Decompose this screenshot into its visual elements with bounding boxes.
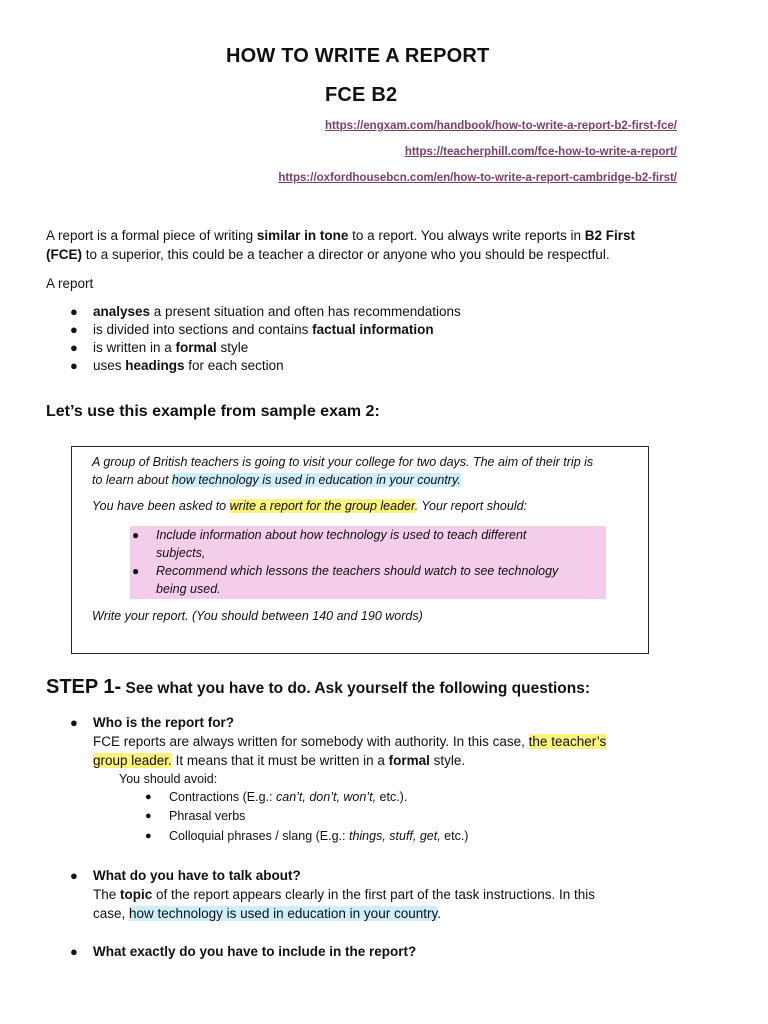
example-heading: Let’s use this example from sample exam 2: — [46, 403, 380, 420]
link-oxfordhouse[interactable]: https://oxfordhousebcn.com/en/how-to-write-a-report-cambridge-b2-first/ — [278, 172, 677, 184]
list-bold: analyses — [93, 304, 151, 319]
task-requirement-2 — [132, 563, 601, 598]
question-title: Who is the report for? — [93, 715, 234, 730]
answer-text: . — [437, 906, 441, 921]
report-features-list — [70, 303, 461, 375]
question-title: What exactly do you have to include in the report? — [93, 944, 417, 959]
answer-highlight: the teacher’s — [528, 734, 607, 749]
question-content — [70, 942, 713, 961]
answer-text: case, — [93, 906, 130, 921]
bullet-icon: ● — [70, 322, 78, 337]
intro-text: to a report — [348, 228, 414, 243]
avoid-text: etc.) — [440, 829, 469, 843]
bullet-icon: ● — [70, 358, 78, 373]
list-bold: factual information — [312, 322, 434, 337]
bullet-icon: ● — [145, 810, 152, 822]
answer-text: of the report appears clearly in the first part of the task instructions. In this — [152, 887, 595, 902]
list-item — [70, 339, 461, 357]
answer-bold: topic — [120, 887, 153, 902]
bullet-icon: ● — [145, 791, 152, 803]
bullet-icon: ● — [70, 304, 78, 319]
avoid-item-contractions — [145, 788, 408, 807]
question-audience — [70, 713, 713, 770]
link-teacherphill[interactable]: https://teacherphill.com/fce-how-to-write-a-report/ — [404, 146, 677, 158]
intro-bold: (FCE) — [46, 247, 82, 262]
task-text: Include information about how technology is used to teach different — [156, 528, 527, 542]
answer-text: FCE reports are always written for somebody with authority. In this case, — [93, 734, 529, 749]
link-engxam[interactable]: https://engxam.com/handbook/how-to-write-a-report-b2-first-fce/ — [324, 120, 677, 132]
avoid-example: things, stuff, get, — [348, 829, 441, 843]
list-text: a present situation and often has recommendations — [150, 304, 461, 319]
list-text: is written in a — [93, 340, 176, 355]
task-text: to learn about — [92, 472, 172, 487]
intro-text: . You always write reports in — [413, 228, 585, 243]
question-topic — [70, 866, 713, 923]
step1-heading — [46, 676, 590, 699]
intro-paragraph — [46, 226, 726, 264]
intro-text: to a superior, this could be a teacher a director or anyone who you should be respectful. — [82, 247, 610, 262]
bullet-icon: ● — [132, 564, 140, 578]
task-text: . Your report should: — [414, 499, 528, 513]
avoid-text: Contractions (E.g.: — [169, 790, 276, 804]
bullet-icon: ● — [145, 830, 152, 842]
question-title: What do you have to talk about? — [93, 868, 301, 883]
step1-text: See what you have to do. Ask yourself the following questions: — [121, 680, 591, 697]
list-bold: formal — [175, 340, 217, 355]
page-title: HOW TO WRITE A REPORT — [226, 45, 490, 67]
answer-text: It means that it must be written in a — [171, 753, 389, 768]
task-instruction — [92, 498, 642, 516]
bullet-icon: ● — [70, 868, 78, 883]
bullet-icon: ● — [132, 528, 140, 542]
list-item — [70, 321, 461, 339]
answer-bold: formal — [388, 753, 430, 768]
task-highlight-audience: write a report for the group leader — [229, 499, 415, 513]
step1-label: STEP 1- — [46, 676, 122, 698]
task-text: subjects, — [156, 545, 206, 560]
answer-highlight: group leader. — [93, 753, 172, 768]
task-text: Recommend which lessons the teachers should watch to see technology — [156, 564, 559, 578]
bullet-icon: ● — [70, 340, 78, 355]
list-text: style — [216, 340, 249, 355]
avoid-item-slang — [145, 827, 469, 846]
task-text: being used. — [156, 581, 221, 596]
bullet-icon: ● — [70, 944, 78, 959]
list-text: for each section — [184, 358, 284, 373]
intro-bold: B2 First — [584, 228, 636, 243]
task-intro — [92, 454, 642, 489]
list-item — [70, 357, 461, 375]
avoid-example: can’t, don’t, won’t, — [276, 790, 377, 804]
intro-bold: similar in tone — [256, 228, 349, 243]
intro-text: A report is a formal piece of writing — [46, 228, 257, 243]
avoid-text: etc.). — [376, 790, 408, 804]
answer-text: The — [93, 887, 121, 902]
task-requirement-1 — [132, 527, 601, 562]
list-bold: headings — [125, 358, 185, 373]
avoid-item-phrasal-verbs — [145, 807, 246, 826]
avoid-text: Colloquial phrases / slang (E.g.: — [169, 829, 349, 843]
avoid-text: Phrasal verbs — [169, 809, 246, 823]
task-text: You have been asked to — [92, 499, 230, 513]
avoid-label: You should avoid: — [119, 772, 218, 786]
task-highlight-topic: how technology is used in education in your country. — [171, 472, 461, 487]
task-text: A group of British teachers is going to visit your college for two days. The aim of their trip is — [92, 455, 594, 469]
list-text: uses — [93, 358, 126, 373]
page-subtitle: FCE B2 — [325, 84, 398, 106]
list-item — [70, 303, 461, 321]
bullet-icon: ● — [70, 715, 78, 730]
a-report-label: A report — [46, 276, 94, 291]
task-word-limit: Write your report. (You should between 140 and 190 words) — [92, 609, 423, 623]
answer-highlight: how technology is used in education in your country — [129, 906, 438, 921]
list-text: is divided into sections and contains — [93, 322, 313, 337]
answer-text: style. — [429, 753, 466, 768]
